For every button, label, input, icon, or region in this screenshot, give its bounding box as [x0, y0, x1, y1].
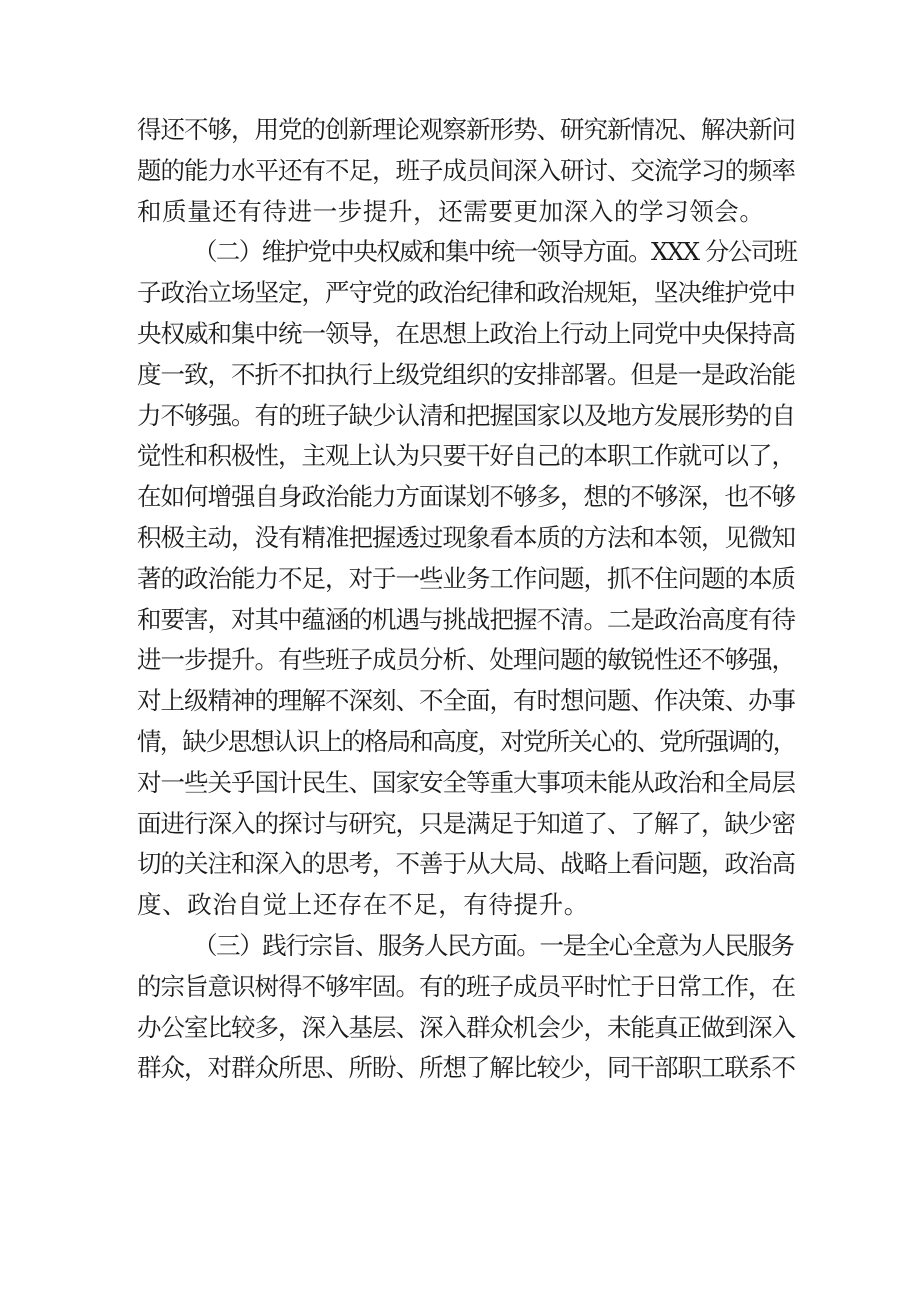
text-line: 央权威和集中统一领导，在思想上政治上行动上同党中央保持高 — [137, 318, 795, 348]
text-line: 切的关注和深入的思考，不善于从大局、战略上看问题，政治高 — [137, 849, 795, 879]
text-line: 得还不够，用党的创新理论观察新形势、研究新情况、解决新问 — [137, 115, 795, 144]
text-line: 面进行深入的探讨与研究，只是满足于知道了、了解了，缺少密 — [137, 808, 795, 838]
text-line: 和质量还有待进一步提升，还需要更加深入的学习领会。 — [137, 196, 765, 226]
text-line: 进一步提升。有些班子成员分析、处理问题的敏锐性还不够强， — [137, 645, 795, 675]
text-line: （三）践行宗旨、服务人民方面。一是全心全意为人民服务 — [193, 930, 794, 960]
text-line: 度、政治自觉上还存在不足，有待提升。 — [137, 890, 589, 920]
text-line: 对一些关乎国计民生、国家安全等重大事项未能从政治和全局层 — [137, 767, 795, 797]
paragraph-3 — [137, 926, 797, 1089]
text-line: 群众，对群众所思、所盼、所想了解比较少，同干部职工联系不 — [137, 1053, 795, 1083]
text-line: 子政治立场坚定，严守党的政治纪律和政治规矩，坚决维护党中 — [137, 278, 795, 308]
text-line: 的宗旨意识树得不够牢固。有的班子成员平时忙于日常工作，在 — [137, 971, 795, 1001]
text-line: 办公室比较多，深入基层、深入群众机会少，未能真正做到深入 — [137, 1012, 795, 1042]
paragraph-2 — [137, 232, 797, 926]
text-line: 积极主动，没有精准把握透过现象看本质的方法和本领，见微知 — [137, 522, 795, 552]
text-line: 著的政治能力不足，对于一些业务工作问题，抓不住问题的本质 — [137, 563, 795, 593]
text-line: 力不够强。有的班子缺少认清和把握国家以及地方发展形势的自 — [137, 400, 795, 430]
text-line: （二）维护党中央权威和集中统一领导方面。XXX 分公司班 — [193, 237, 797, 267]
text-line: 题的能力水平还有不足，班子成员间深入研讨、交流学习的频率 — [137, 155, 795, 185]
text-line: 度一致，不折不扣执行上级党组织的安排部署。但是一是政治能 — [137, 359, 795, 389]
text-line: 在如何增强自身政治能力方面谋划不够多，想的不够深，也不够 — [137, 482, 795, 512]
text-line: 情，缺少思想认识上的格局和高度，对党所关心的、党所强调的， — [137, 726, 796, 756]
text-line: 觉性和积极性，主观上认为只要干好自己的本职工作就可以了， — [137, 441, 795, 471]
document-body — [137, 110, 797, 1089]
text-line: 对上级精神的理解不深刻、不全面，有时想问题、作决策、办事 — [137, 686, 795, 716]
text-line: 和要害，对其中蕴涵的机遇与挑战把握不清。二是政治高度有待 — [137, 604, 795, 634]
paragraph-1 — [137, 110, 797, 232]
